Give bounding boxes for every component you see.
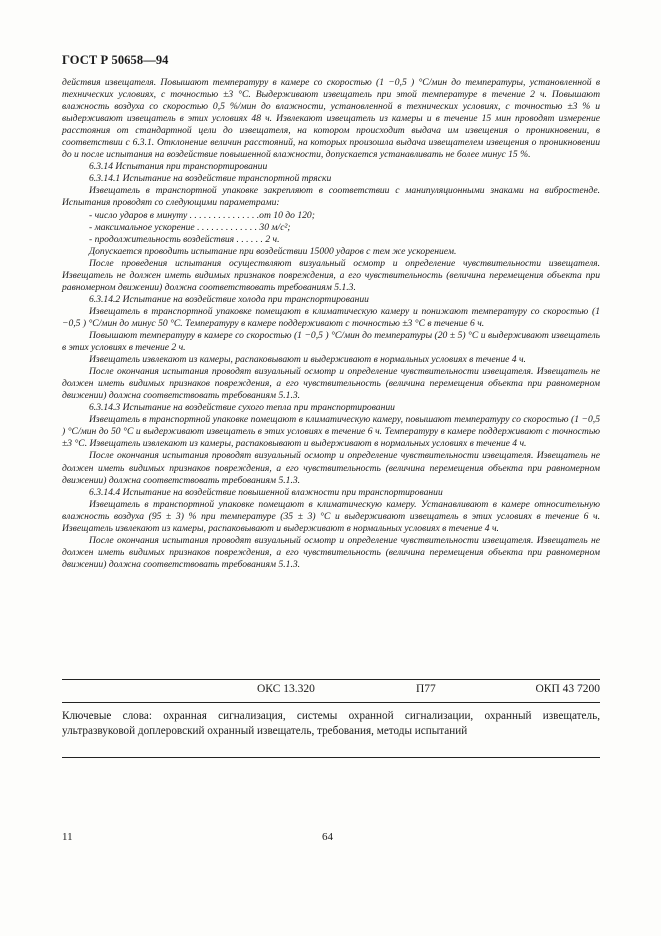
body-paragraph: - продолжительность воздействия . . . . . . 2 ч. [89, 233, 280, 245]
body-paragraph: Извещатель в транспортной упаковке помещают в климатическую камеру и понижают температуру со скоростью (1 −0,5 ) °С/мин до минус 50 °С. Температуру в камере поддерживают с точностью ±3 °С в течение 6 ч. [62, 305, 600, 329]
body-paragraph: действия извещателя. Повышают температуру в камере со скоростью (1 −0,5 ) °С/мин до температуры, установленной в технических условиях, с точностью ±3 °С. Выдерживают извещатель при этой температуре в течение 2 ч. Повышают влажность воздуха со скоростью 0,5 %/мин до влажности, установленной в технических условиях, с точностью ±3 % и выдерживают извещатель в этих условиях 48 ч. Извлекают извещатель из камеры и в течение 15 мин проводят измерение расстояния от стандартной цели до извещателя, на котором происходит выдача им извещения о проникновении, в соответствии с 6.3.1. Отклонение величин расстояний, на которых произошла выдача извещателем извещения о проникновении до и после испытания на воздействие повышенной влажности, допускается устанавливать не более минус 15 %. [62, 77, 600, 161]
body-paragraph: Извещатель в транспортной упаковке помещают в климатическую камеру. Устанавливают в камере относительную влажность воздуха (95 ± 3) % при температуре (35 ± 3) °С и выдерживают извещатель в этих условиях в течение 6 ч. Извещатель извлекают из камеры, распаковывают и выдерживают в нормальных условиях в течение 4 ч. [62, 498, 600, 534]
page-mark-left: 11 [62, 831, 73, 843]
document-body [62, 77, 600, 571]
body-paragraph: После окончания испытания проводят визуальный осмотр и определение чувствительности извещателя. Извещатель не должен иметь видимых признаков повреждения, а его чувствительность (величина перемещения объекта при равномерном движении) должна соответствовать требованиям 5.1.3. [62, 366, 600, 402]
body-paragraph: Допускается проводить испытание при воздействии 15000 ударов с тем же ускорением. [89, 245, 457, 257]
footer-bottom-rule [62, 757, 600, 758]
body-paragraph: После проведения испытания осуществляют визуальный осмотр и определение чувствительности извещателя. Извещатель не должен иметь видимых признаков повреждения, а его чувствительность (величина перемещения объекта при равномерном движении) должна соответствовать требованиям 5.1.3. [62, 257, 600, 293]
body-paragraph: - число ударов в минуту . . . . . . . . . . . . . . .от 10 до 120; [89, 209, 315, 221]
body-paragraph: Извещатель в транспортной упаковке помещают в климатическую камеру, повышают температуру со скоростью (1 −0,5 ) °С/мин до 50 °С и выдерживают извещатель в этих условиях в течение 6 ч. Температуру в камере поддерживают с точностью ±3 °С. Извещатель извлекают из камеры, распаковывают и выдерживают в нормальных условиях в течение 4 ч. [62, 414, 600, 450]
body-paragraph: 6.3.14 Испытания при транспортировании [89, 161, 268, 173]
classification-codes [62, 683, 600, 697]
body-paragraph: Извещатель в транспортной упаковке закрепляют в соответствии с манипуляционными знаками на вибростенде. Испытания проводят со следующими параметрами: [62, 185, 600, 209]
okp-code: ОКП 43 7200 [535, 683, 600, 695]
oks-code: ОКС 13.320 [257, 683, 315, 695]
body-paragraph: Повышают температуру в камере со скоростью (1 −0,5 ) °С/мин до температуры (20 ± 5) °С и выдерживают извещатель в этих условиях в течение 2 ч. [62, 329, 600, 354]
body-paragraph: После окончания испытания проводят визуальный осмотр и определение чувствительности извещателя. Извещатель не должен иметь видимых признаков повреждения, а его чувствительность (величина перемещения объекта при равномерном движении) должна соответствовать требованиям 5.1.3. [62, 534, 600, 570]
standard-header: ГОСТ Р 50658—94 [62, 53, 169, 67]
footer-top-rule [62, 679, 600, 680]
body-paragraph: 6.3.14.4 Испытание на воздействие повышенной влажности при транспортировании [89, 486, 443, 498]
keywords: Ключевые слова: охранная сигнализация, системы охранной сигнализации, охранный извещатель, ультразвуковой доплеровский охранный извещатель, требования, методы испытаний [62, 710, 600, 737]
page-number: 64 [322, 831, 333, 843]
body-paragraph: После окончания испытания проводят визуальный осмотр и определение чувствительности извещателя. Извещатель не должен иметь видимых признаков повреждения, а его чувствительность (величина перемещения объекта при равномерном движении) должна соответствовать требованиям 5.1.3. [62, 450, 600, 486]
body-paragraph: 6.3.14.2 Испытание на воздействие холода при транспортировании [89, 293, 369, 305]
body-paragraph: 6.3.14.1 Испытание на воздействие транспортной тряски [89, 173, 332, 185]
body-paragraph: Извещатель извлекают из камеры, распаковывают и выдерживают в нормальных условиях в течение 4 ч. [89, 354, 526, 366]
body-paragraph: 6.3.14.3 Испытание на воздействие сухого тепла при транспортировании [89, 402, 395, 414]
codes-rule [62, 702, 600, 703]
body-paragraph: - максимальное ускорение . . . . . . . . . . . . . 30 м/с²; [89, 221, 291, 233]
group-code: П77 [416, 683, 436, 695]
